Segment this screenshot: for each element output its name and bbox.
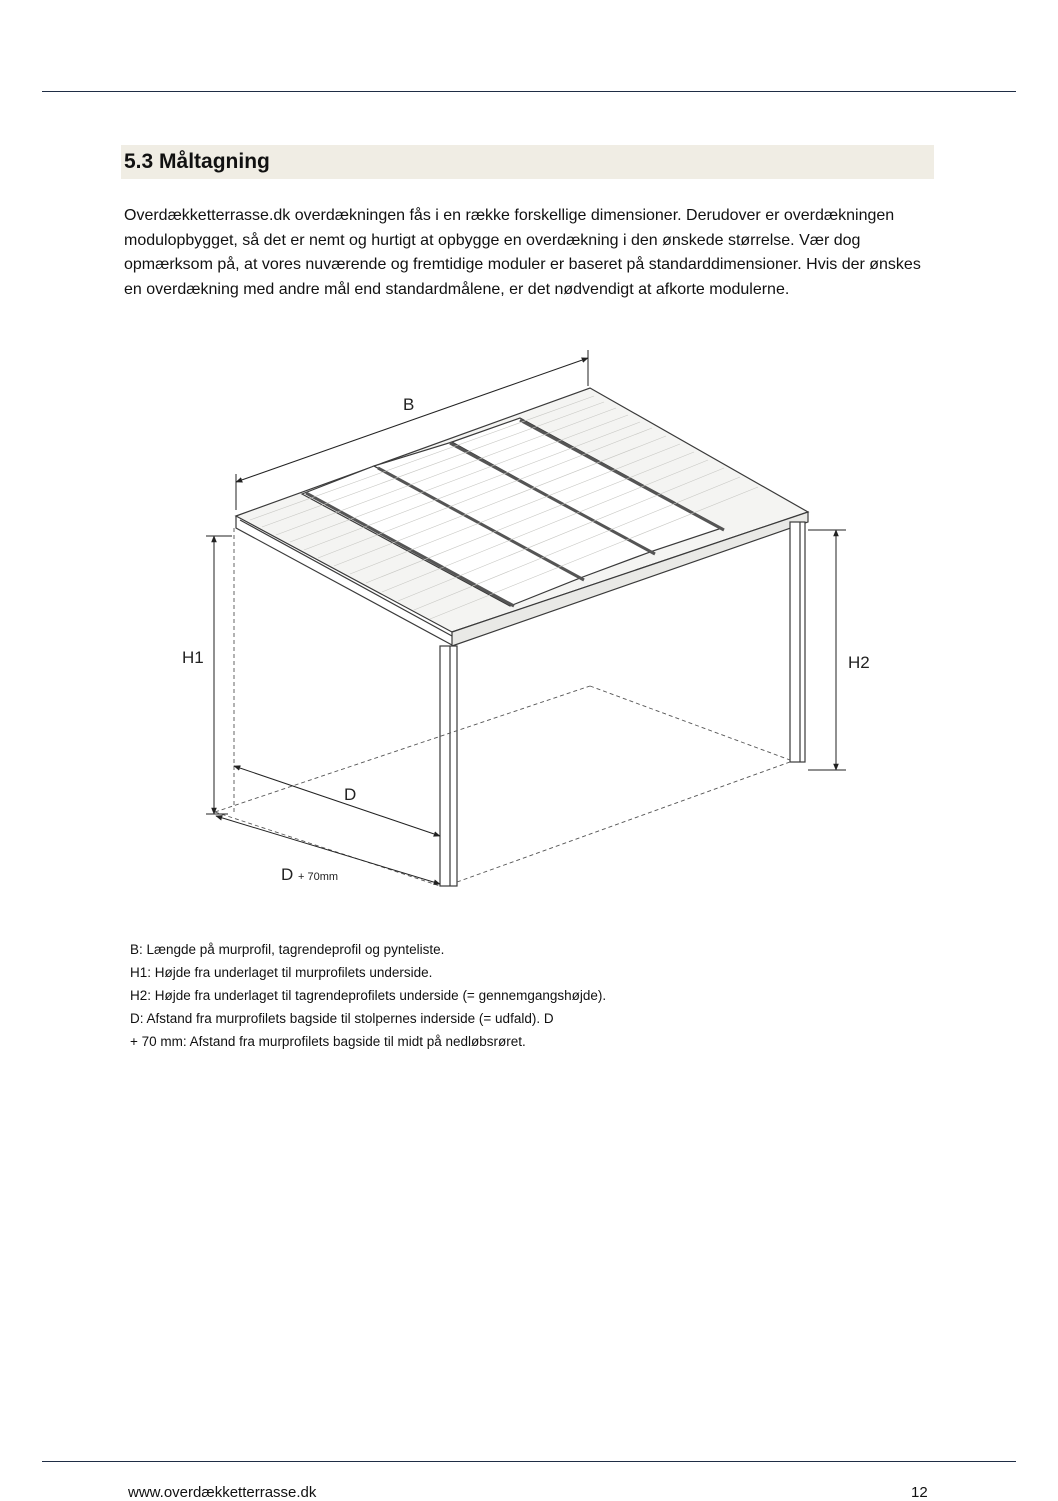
dimension-legend bbox=[130, 938, 930, 1053]
label-h1: H1 bbox=[182, 648, 204, 667]
label-d70-sub: + 70mm bbox=[298, 871, 339, 883]
header-rule bbox=[42, 91, 1016, 92]
page-number: 12 bbox=[911, 1484, 928, 1501]
roof-structure bbox=[236, 388, 808, 646]
intro-text: Overdækketterrasse.dk overdækningen fås i en række forskellige dimensioner. Derudover er overdækningen modulopbygget, så det er nemt og hurtigt at opbygge en overdækning i den ønskede størrelse. Vær dog opmærksom på, at vores nuværende og fremtidige moduler er baseret på standarddimensioner. Hvis der ønskes en overdækning med andre mål end standardmålene, er det nødvendigt at afkorte modulerne. bbox=[124, 207, 921, 298]
legend-line-h1: H1: Højde fra underlaget til murprofilets underside. bbox=[130, 965, 433, 980]
pergola-diagram bbox=[150, 340, 900, 900]
legend-line-b: B: Længde på murprofil, tagrendeprofil og pynteliste. bbox=[130, 942, 445, 957]
legend-line-h2: H2: Højde fra underlaget til tagrendeprofilets underside (= gennemgangshøjde). bbox=[130, 988, 607, 1003]
pergola-drawing bbox=[150, 340, 900, 900]
legend-line-d70: + 70 mm: Afstand fra murprofilets bagside til midt på nedløbsrøret. bbox=[130, 1034, 526, 1049]
intro-paragraph bbox=[124, 204, 924, 302]
section-heading: 5.3 Måltagning bbox=[121, 145, 934, 179]
label-d70-main: D bbox=[281, 865, 294, 884]
label-h2: H2 bbox=[848, 653, 870, 672]
legend-line-d: D: Afstand fra murprofilets bagside til stolpernes inderside (= udfald). D bbox=[130, 1011, 554, 1026]
footer-url: www.overdækketterrasse.dk bbox=[128, 1484, 317, 1501]
label-b: B bbox=[403, 395, 415, 414]
footer-rule bbox=[42, 1461, 1016, 1462]
label-d: D bbox=[344, 785, 357, 804]
